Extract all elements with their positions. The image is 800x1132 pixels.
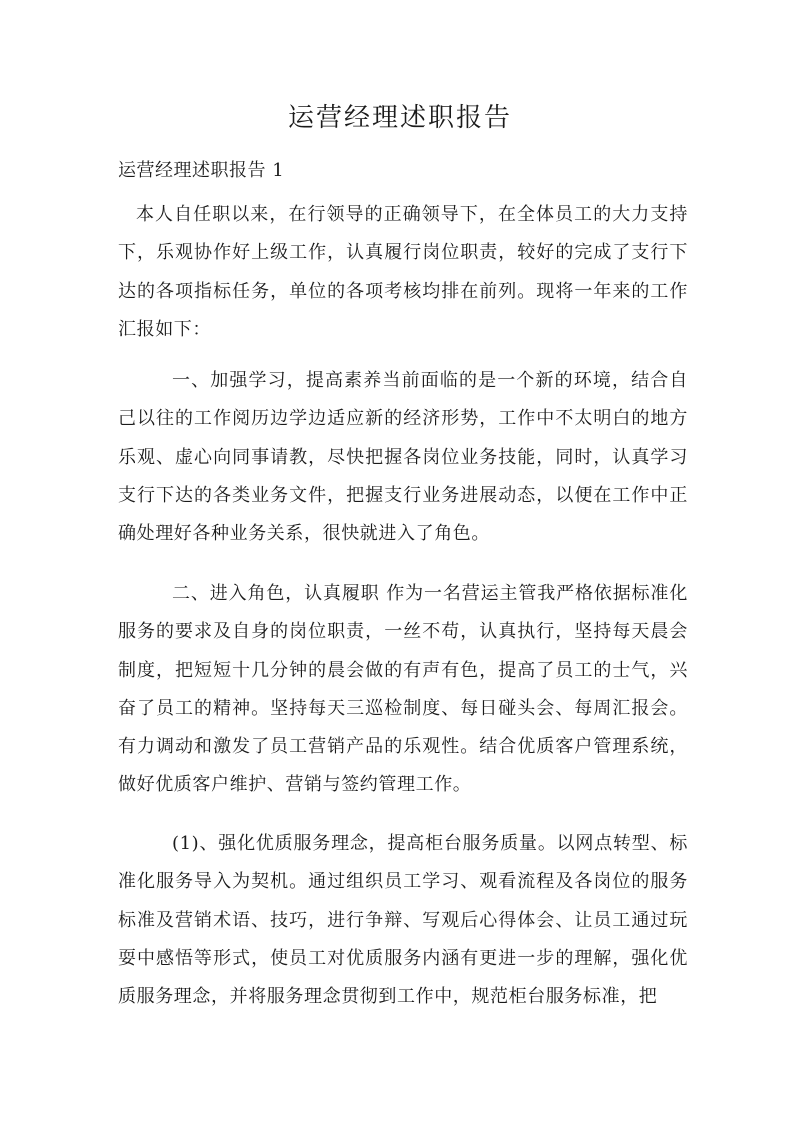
paragraph-section-2: 二、进入角色，认真履职 作为一名营运主管我严格依据标准化服务的要求及自身的岗位职责，一丝不苟，认真执行，坚持每天晨会制度，把短短十几分钟的晨会做的有声有色，提高了员工的士气，兴奋了员工的精神。坚持每天三巡检制度、每日碰头会、每周汇报会。有力调动和激发了员工营销产品的乐观性。结合优质客户管理系统，做好优质客户维护、营销与签约管理工作。 xyxy=(118,583,688,796)
paragraph-section-1: 一、加强学习，提高素养当前面临的是一个新的环境，结合自己以往的工作阅历边学边适应新的经济形势，工作中不太明白的地方乐观、虚心向同事请教，尽快把握各岗位业务技能，同时，认真学习支行下达的各类业务文件，把握支行业务进展动态，以便在工作中正确处理好各种业务关系，很快就进入了角色。 xyxy=(118,370,688,545)
document-subtitle: 运营经理述职报告 1 xyxy=(118,160,285,181)
paragraph-intro: 本人自任职以来，在行领导的正确领导下，在全体员工的大力支持下，乐观协作好上级工作，认真履行岗位职责，较好的完成了支行下达的各项指标任务，单位的各项考核均排在前列。现将一年来的工作汇报如下： xyxy=(118,204,688,340)
document-title: 运营经理述职报告 xyxy=(287,103,512,133)
paragraph-subsection-1: (1)、强化优质服务理念，提高柜台服务质量。以网点转型、标准化服务导入为契机。通过组织员工学习、观看流程及各岗位的服务标准及营销术语、技巧，进行争辩、写观后心得体会、让员工通过玩耍中感悟等形式，使员工对优质服务内涵有更进一步的理解，强化优质服务理念，并将服务理念贯彻到工作中，规范柜台服务标准，把 xyxy=(118,833,688,1008)
